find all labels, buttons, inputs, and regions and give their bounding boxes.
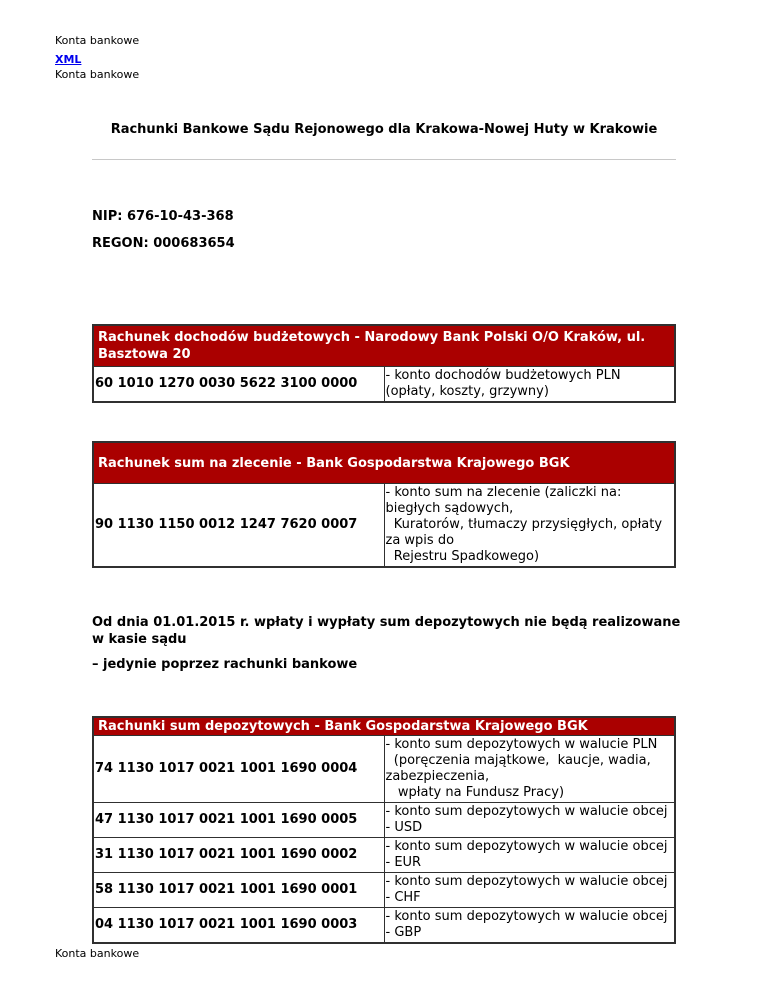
deposit-account-table — [92, 716, 676, 944]
xml-link[interactable]: XML — [55, 53, 82, 66]
notice-text: Od dnia 01.01.2015 r. wpłaty i wypłaty sum depozytowych nie będą realizowane w kasie sądu — [92, 615, 681, 647]
footer-label: Konta bankowe — [55, 947, 140, 960]
account-description: - konto sum depozytowych w walucie obcej - EUR — [384, 838, 675, 873]
table-row — [93, 908, 675, 944]
section-label: Konta bankowe — [55, 68, 140, 81]
account-number: 60 1010 1270 0030 5622 3100 0000 — [93, 367, 384, 403]
account-number: 04 1130 1017 0021 1001 1690 0003 — [93, 908, 384, 944]
table-header-row — [93, 717, 675, 736]
page-title: Rachunki Bankowe Sądu Rejonowego dla Krakowa-Nowej Huty w Krakowie — [110, 122, 658, 137]
table-row — [93, 873, 675, 908]
budget-table-heading: Rachunek dochodów budżetowych - Narodowy Bank Polski O/O Kraków, ul. Basztowa 20 — [93, 325, 675, 367]
commission-table-heading: Rachunek sum na zlecenie - Bank Gospodarstwa Krajowego BGK — [93, 442, 675, 484]
table-row — [93, 803, 675, 838]
account-description: - konto sum depozytowych w walucie obcej - CHF — [384, 873, 675, 908]
table-row — [93, 736, 675, 803]
table-header-row — [93, 325, 675, 367]
nip-text: NIP: 676-10-43-368 — [92, 209, 234, 224]
account-number: 47 1130 1017 0021 1001 1690 0005 — [93, 803, 384, 838]
account-number: 90 1130 1150 0012 1247 7620 0007 — [93, 484, 384, 568]
table-header-row — [93, 442, 675, 484]
account-number: 74 1130 1017 0021 1001 1690 0004 — [93, 736, 384, 803]
commission-account-table — [92, 441, 676, 568]
account-number: 58 1130 1017 0021 1001 1690 0001 — [93, 873, 384, 908]
account-description: - konto sum depozytowych w walucie PLN (poręczenia majątkowe, kaucje, wadia, zabezpieczenia, wpłaty na Fundusz Pracy) — [384, 736, 675, 803]
deposit-table-heading: Rachunki sum depozytowych - Bank Gospodarstwa Krajowego BGK — [93, 717, 675, 736]
account-description: - konto dochodów budżetowych PLN (opłaty, koszty, grzywny) — [384, 367, 675, 403]
account-description: - konto sum depozytowych w walucie obcej - GBP — [384, 908, 675, 944]
regon-text: REGON: 000683654 — [92, 236, 235, 251]
title-divider — [92, 159, 676, 160]
budget-account-table — [92, 324, 676, 403]
account-description: - konto sum na zlecenie (zaliczki na: biegłych sądowych, Kuratorów, tłumaczy przysięgłych, opłaty za wpis do Rejestru Spadkowego) — [384, 484, 675, 568]
table-row — [93, 484, 675, 568]
table-row — [93, 367, 675, 403]
account-description: - konto sum depozytowych w walucie obcej - USD — [384, 803, 675, 838]
notice-subtext: – jedynie poprzez rachunki bankowe — [92, 657, 358, 672]
table-row — [93, 838, 675, 873]
account-number: 31 1130 1017 0021 1001 1690 0002 — [93, 838, 384, 873]
top-label: Konta bankowe — [55, 34, 140, 47]
